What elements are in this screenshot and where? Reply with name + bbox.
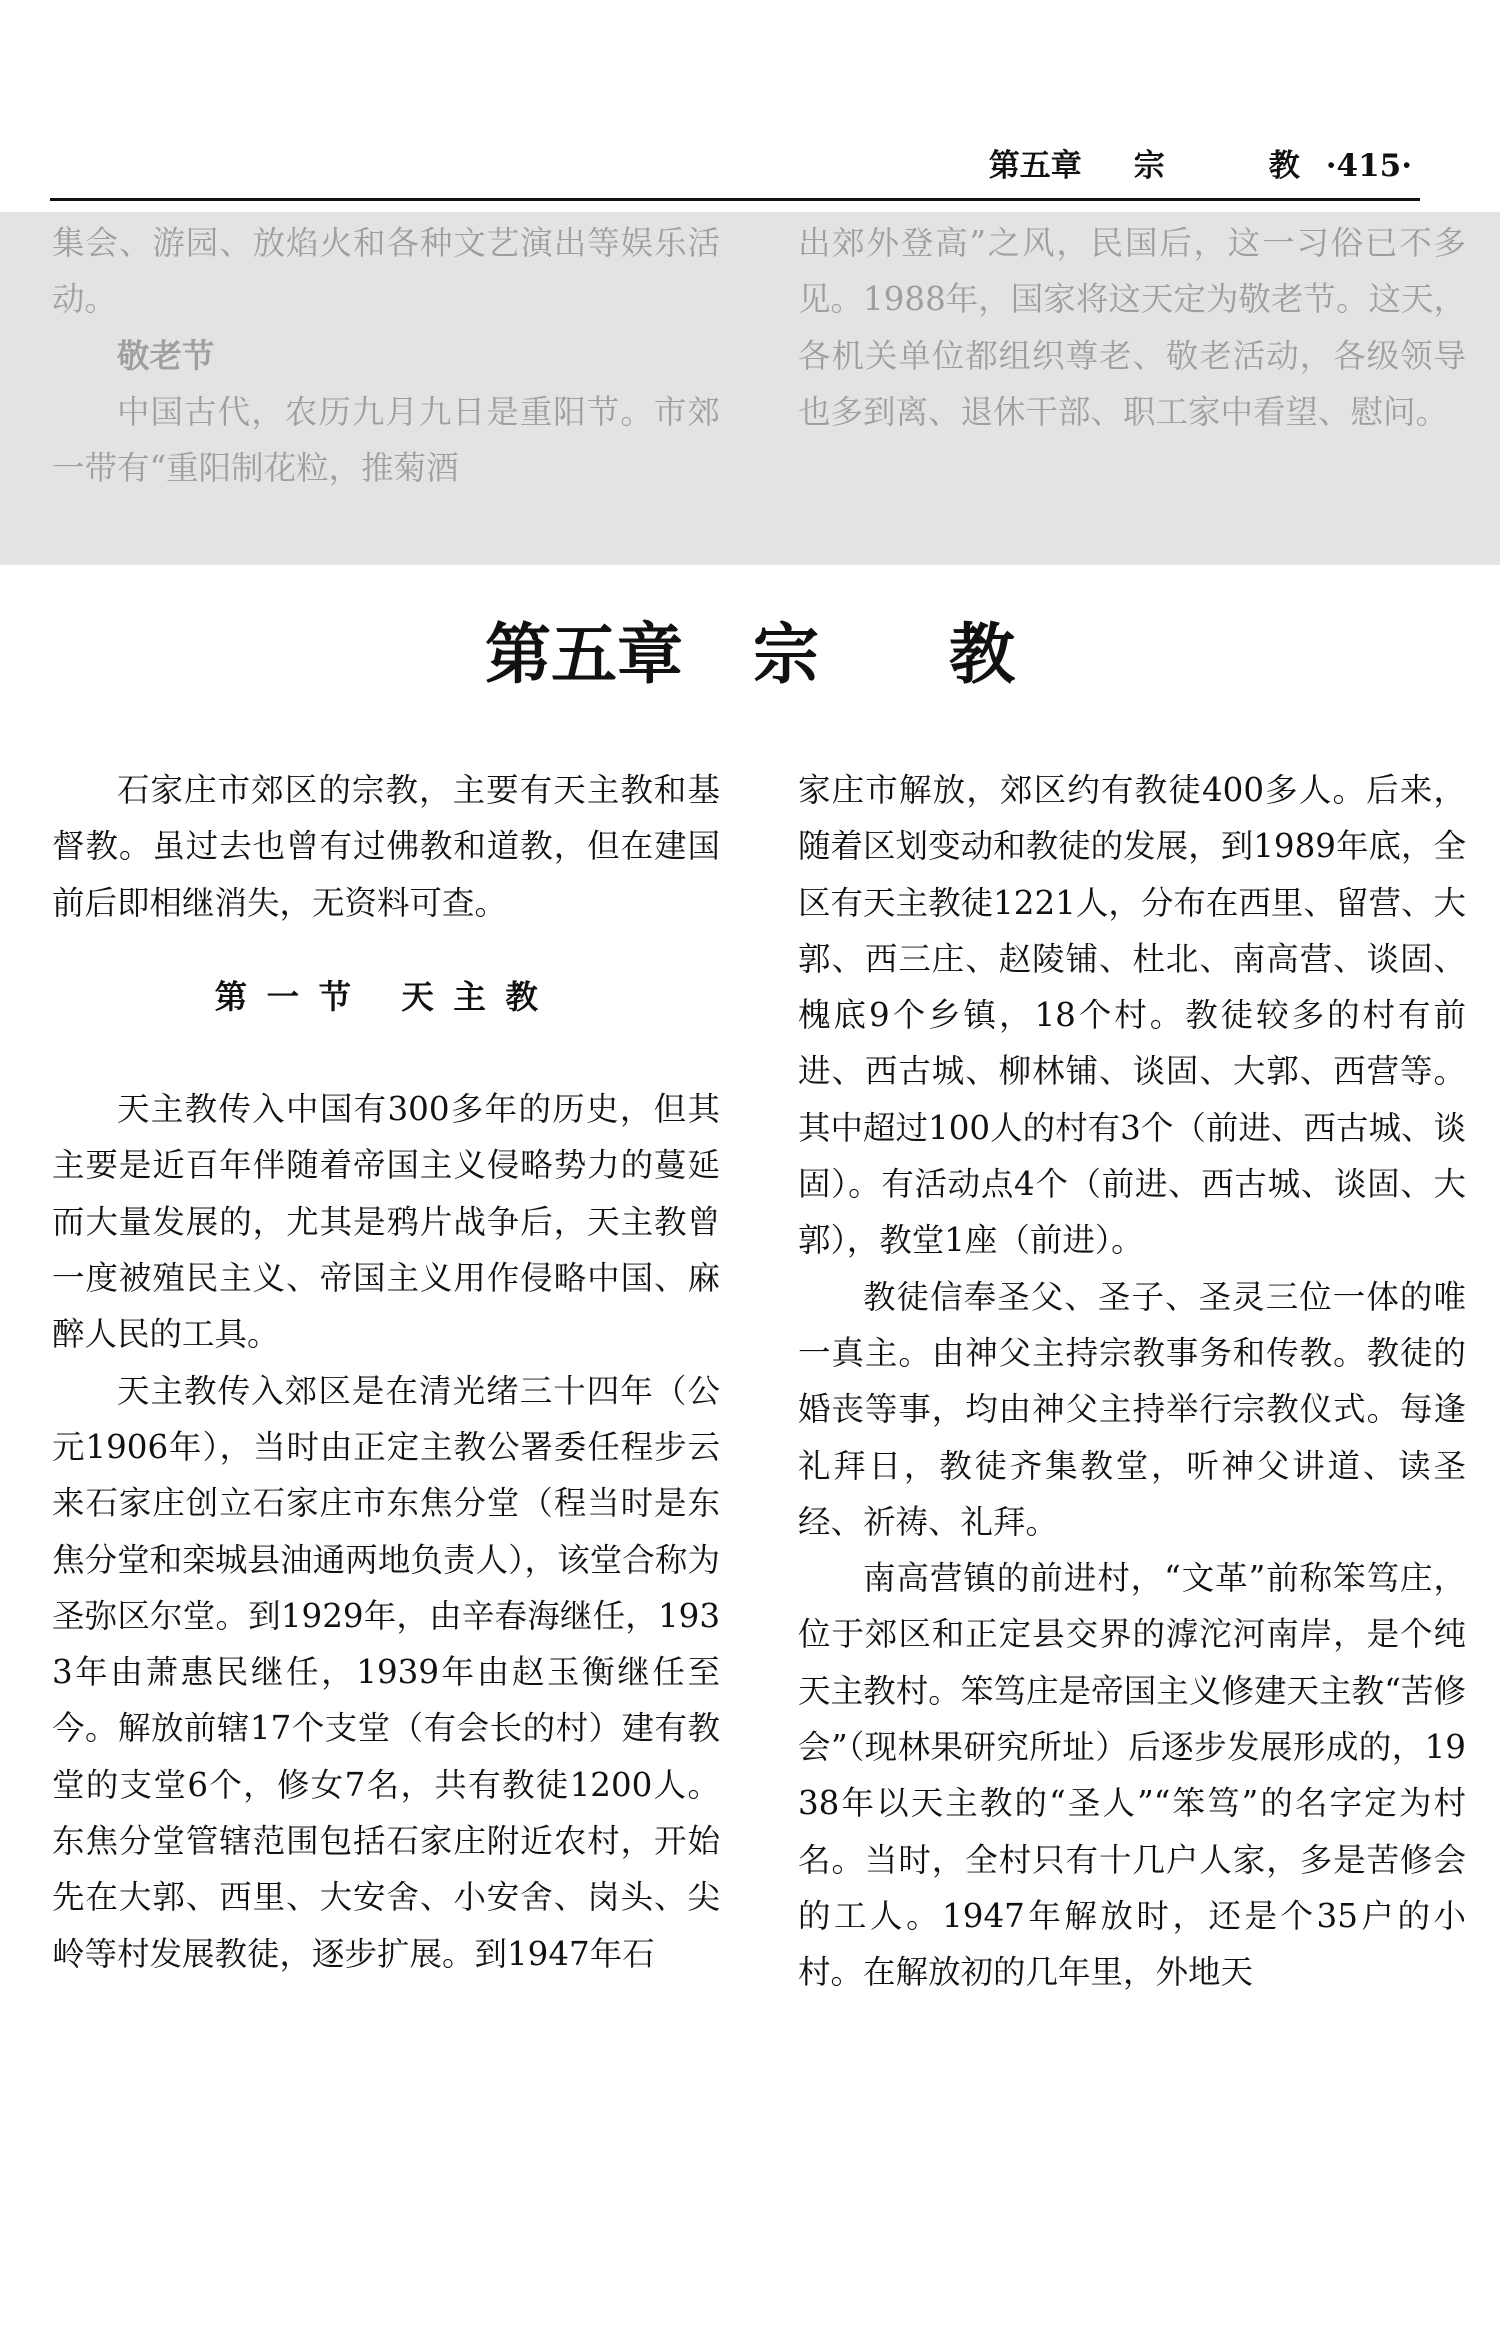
bleed-right-column: [798, 215, 1466, 440]
right-body-column: [798, 762, 1466, 2001]
body-paragraph: 教徒信奉圣父、圣子、圣灵三位一体的唯一真主。由神父主持宗教事务和传教。教徒的婚丧等事，均由神父主持举行宗教仪式。每逢礼拜日，教徒齐集教堂，听神父讲道、读圣经、祈祷、礼拜。: [798, 1277, 1466, 1541]
header-word-1: 宗: [1133, 148, 1165, 184]
header-chapter: 第五章: [988, 148, 1082, 184]
body-paragraph: 天主教传入郊区是在清光绪三十四年（公元1906年），当时由正定主教公署委任程步云来石家庄创立石家庄市东焦分堂（程当时是东焦分堂和栾城县油通两地负责人），该堂合称为圣弥区尔堂。到1929年，由辛春海继任，1933年由萧惠民继任，1939年由赵玉衡继任至今。解放前辖17个支堂（有会长的村）建有教堂的支堂6个，修女7名，共有教徒1200人。东焦分堂管辖范围包括石家庄附近农村，开始先在大郭、西里、大安舍、小安舍、岗头、尖岭等村发展教徒，逐步扩展。到1947年石: [52, 1371, 720, 1973]
bleed-subheading: 敬老节: [117, 335, 215, 375]
chapter-title: [0, 610, 1500, 700]
body-paragraph: 南高营镇的前进村，“文革”前称笨笃庄，位于郊区和正定县交界的滹沱河南岸，是个纯天主教村。笨笃庄是帝国主义修建天主教“苦修会”（现林果研究所址）后逐步发展形成的，1938年以天主教的“圣人”“笨笃”的名字定为村名。当时，全村只有十几户人家，多是苦修会的工人。1947年解放时，还是个35户的小村。在解放初的几年里，外地天: [798, 1559, 1466, 1992]
left-body-column: [52, 762, 720, 1982]
body-paragraph: 家庄市解放，郊区约有教徒400多人。后来，随着区划变动和教徒的发展，到1989年底，全区有天主教徒1221人，分布在西里、留营、大郭、西三庄、赵陵铺、杜北、南高营、谈固、槐底9个乡镇，18个村。教徒较多的村有前进、西古城、柳林铺、谈固、大郭、西营等。其中超过100人的村有3个（前进、西古城、谈固）。有活动点4个（前进、西古城、谈固、大郭），教堂1座（前进）。: [798, 771, 1466, 1260]
header-word-2: 教: [1268, 148, 1300, 184]
section-title: 第一节 天主教: [214, 976, 558, 1016]
chapter-title-char-2: 教: [949, 616, 1015, 693]
bleed-left-paragraph: 中国古代，农历九月九日是重阳节。市郊一带有“重阳制花粒，推菊酒: [52, 392, 720, 488]
bleed-right-paragraph: 出郊外登高”之风，民国后，这一习俗已不多见。1988年，国家将这天定为敬老节。这天，各机关单位都组织尊老、敬老活动，各级领导也多到离、退休干部、职工家中看望、慰问。: [798, 224, 1466, 431]
chapter-title-prefix: 第五章: [485, 616, 683, 693]
bleed-left-column: [52, 215, 720, 496]
intro-paragraph: 石家庄市郊区的宗教，主要有天主教和基督教。虽过去也曾有过佛教和道教，但在建国前后即相继消失，无资料可查。: [52, 771, 720, 922]
bleed-left-paragraph: 集会、游园、放焰火和各种文艺演出等娱乐活动。: [52, 224, 720, 319]
header-rule: [50, 198, 1420, 201]
body-paragraph: 天主教传入中国有300多年的历史，但其主要是近百年伴随着帝国主义侵略势力的蔓延而大量发展的，尤其是鸦片战争后，天主教曾一度被殖民主义、帝国主义用作侵略中国、麻醉人民的工具。: [52, 1090, 720, 1354]
chapter-title-char-1: 宗: [753, 616, 819, 693]
running-header: [52, 146, 1412, 186]
page-number: ·415·: [1325, 148, 1412, 184]
